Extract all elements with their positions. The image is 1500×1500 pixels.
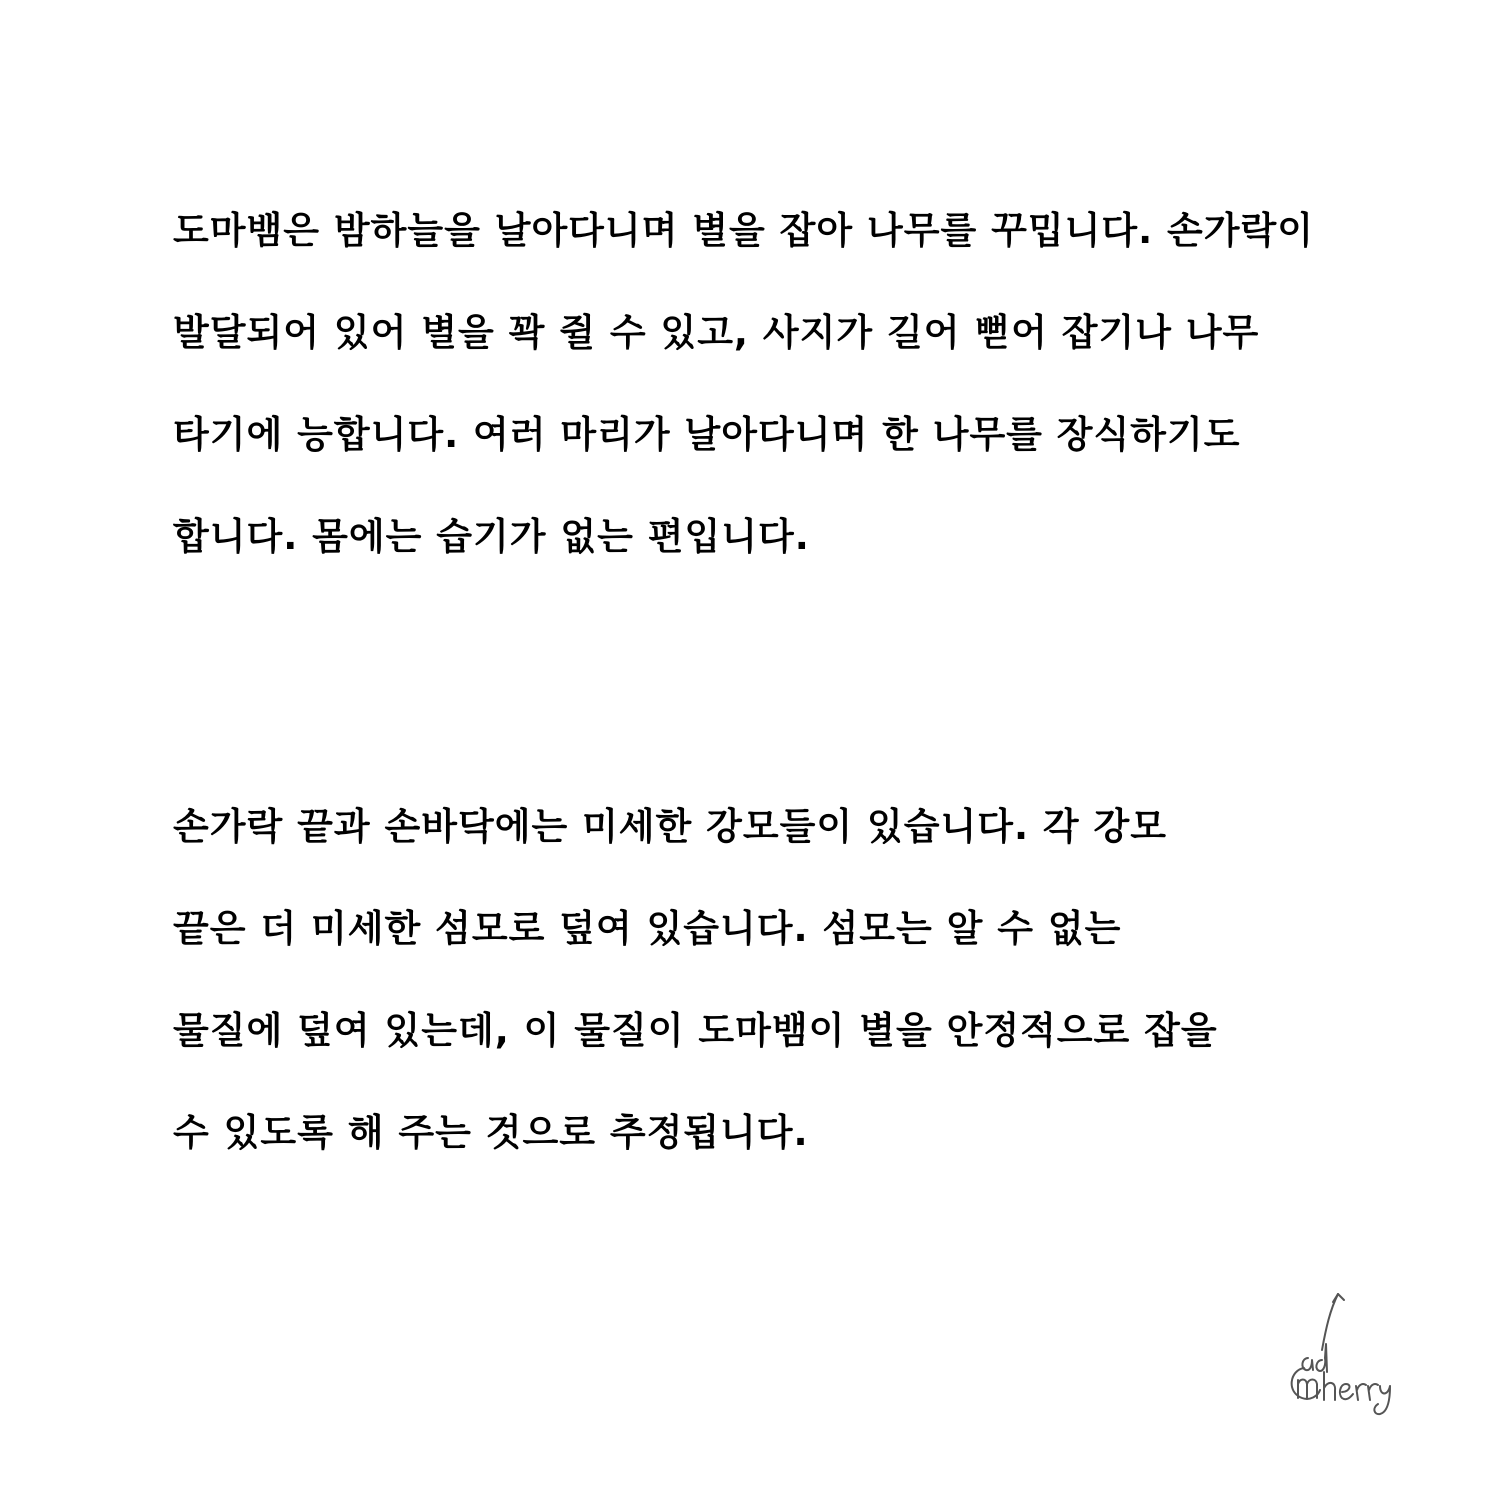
paragraph-line: 발달되어 있어 별을 꽉 쥘 수 있고, 사지가 길어 뻗어 잡기나 나무: [173, 311, 1260, 354]
paragraph-line: 도마뱀은 밤하늘을 날아다니며 별을 잡아 나무를 꾸밉니다. 손가락이: [173, 209, 1314, 252]
paragraph-line: 타기에 능합니다. 여러 마리가 날아다니며 한 나무를 장식하기도: [173, 413, 1241, 456]
paragraph-1: [173, 200, 1463, 608]
paragraph-line: 손가락 끝과 손바닥에는 미세한 강모들이 있습니다. 각 강모: [173, 805, 1168, 848]
paragraph-line: 끝은 더 미세한 섬모로 덮여 있습니다. 섬모는 알 수 없는: [173, 907, 1122, 950]
paragraph-line: 수 있도록 해 주는 것으로 추정됩니다.: [173, 1111, 809, 1154]
paragraph-line: 합니다. 몸에는 습기가 없는 편입니다.: [173, 515, 810, 558]
handwritten-signature: [1276, 1288, 1416, 1418]
paragraph-line: 물질에 덮여 있는데, 이 물질이 도마뱀이 별을 안정적으로 잡을: [173, 1009, 1218, 1052]
paragraph-2: [173, 796, 1463, 1204]
